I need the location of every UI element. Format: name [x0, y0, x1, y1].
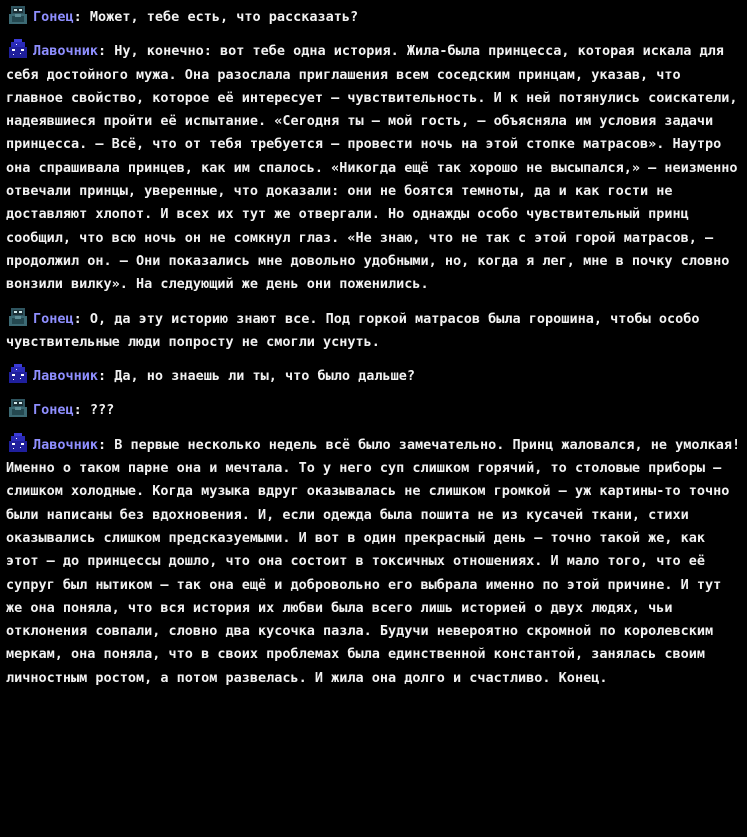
colon: : [73, 402, 90, 419]
message-text: Да, но знаешь ли ты, что было дальше? [114, 368, 416, 385]
merchant-icon [6, 363, 30, 385]
speaker-name: Гонец [33, 402, 74, 419]
courier-icon [6, 306, 30, 328]
dialogue-message [6, 397, 741, 422]
dialogue-message [6, 4, 741, 29]
speaker-name: Гонец [33, 9, 74, 25]
colon: : [73, 310, 90, 327]
dialogue-message [6, 363, 741, 388]
message-text: В первые несколько недель всё было замечательно. Принц жаловался, не умолкая! Именно о таком парне она и мечтала. То у него суп слишком горячий, то столовые приборы — слишком холодные. Когда музыка вдруг оказывалась не слишком громкой — уж картины-то точно были написаны без вдохновения. И, если одежда была пошита не из кусачей ткани, стихи оказывались слишком предсказуемыми. И вот в один прекрасный день — точно такой же, как этот — до принцессы дошло, что она состоит в токсичных отношениях. И мало того, что её супруг был нытиком — так она ещё и добровольно его выбрала именно по этой причине. И тут же она поняла, что вся история их любви была всего лишь историей о двух людях, чьи отклонения совпали, словно два кусочка пазла. Будучи невероятно скромной по королевским меркам, она поняла, что в своих проблемах была единственной константой, занялась своим личностным ростом, а потом развелась. И жила она долго и счастливо. Конец. [6, 436, 741, 686]
colon: : [98, 436, 115, 453]
dialogue-message [6, 38, 741, 296]
merchant-icon [6, 38, 30, 60]
speaker-name: Лавочник [33, 436, 99, 453]
colon: : [98, 43, 115, 60]
merchant-icon [6, 432, 30, 454]
colon: : [98, 368, 115, 385]
speaker-name: Лавочник [33, 43, 99, 60]
speaker-name: Гонец [33, 310, 74, 327]
message-text: ??? [89, 402, 115, 419]
dialogue-message [6, 432, 741, 690]
dialogue-message [6, 306, 741, 355]
courier-icon [6, 4, 30, 26]
message-text: Ну, конечно: вот тебе одна история. Жила-была принцесса, которая искала для себя достойного мужа. Она разослала приглашения всем соседским принцам, указав, что главное свойство, которое её интересует — чувствительность. И к ней потянулись соискатели, надеявшиеся пройти её испытание. «Сегодня ты — мой гость, — объясняла им условия задачи принцесса. — Всё, что от тебя требуется — провести ночь на этой стопке матрасов». Наутро она спрашивала принцев, как им спалось. «Никогда ещё так хорошо не высыпался,» — неизменно отвечали принцы, уверенные, что доказали: они не боятся темноты, да и как гости не доставляют хлопот. И всех их тут же отвергали. Но однажды особо чувствительный принц сообщил, что всю ночь он не сомкнул глаз. «Не знаю, что не так с этой горой матрасов, — продолжил он. — Они показались мне довольно удобными, но, когда я лег, мне в почку словно вонзили вилку». На следующий же день они поженились. [6, 43, 738, 293]
colon: : [73, 9, 90, 25]
courier-icon [6, 397, 30, 419]
message-text: Может, тебе есть, что рассказать? [89, 9, 359, 25]
message-text: О, да эту историю знают все. Под горкой матрасов была горошина, чтобы особо чувствительные люди попросту не смогли уснуть. [6, 310, 700, 350]
speaker-name: Лавочник [33, 368, 99, 385]
